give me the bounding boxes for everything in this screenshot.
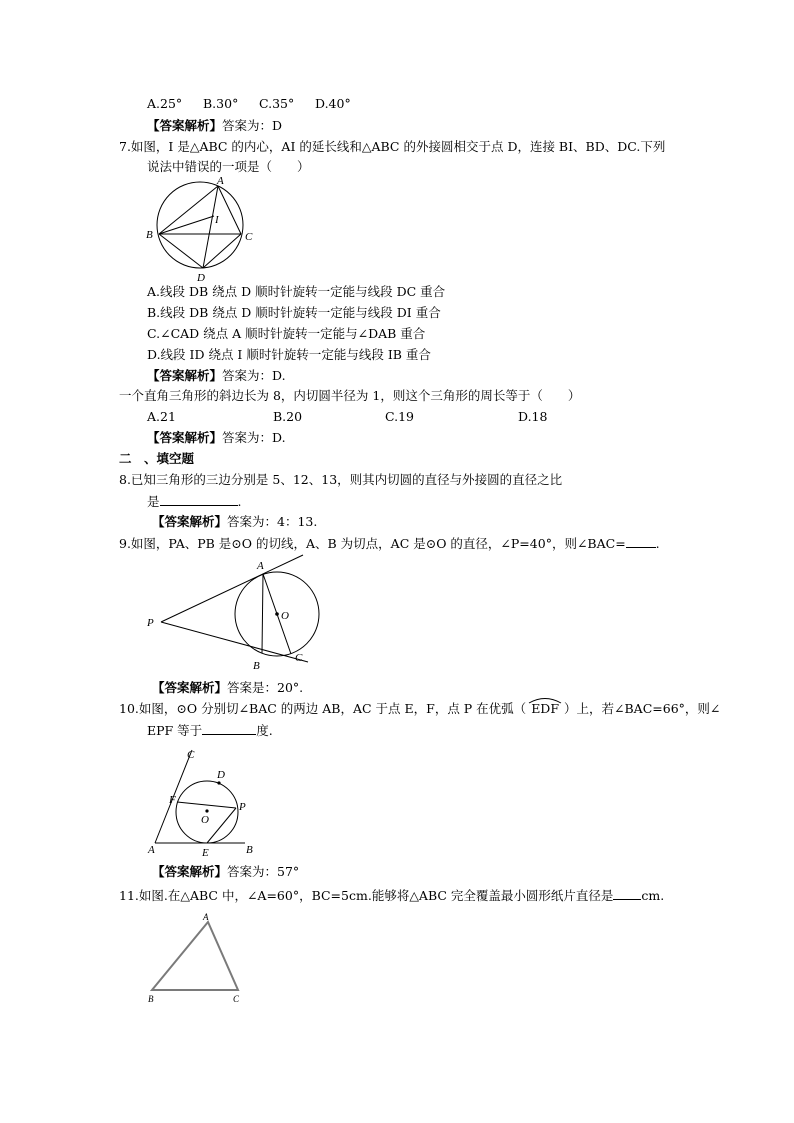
arc-mark-icon xyxy=(528,696,562,704)
q8-stem-line2 xyxy=(147,495,242,509)
q8-answer-blank[interactable] xyxy=(160,495,238,506)
q9-answer xyxy=(152,682,303,695)
q-right-stem: 一个直角三角形的斜边长为 8，内切圆半径为 1，则这个三角形的周长等于（ ） xyxy=(119,388,581,403)
q9-stem-text: 9.如图，PA、PB 是⊙O 的切线，A、B 为切点，AC 是⊙O 的直径，∠P=40°，则∠BAC= xyxy=(119,536,626,551)
q7-option-b: B.线段 DB 绕点 D 顺时针旋转一定能与线段 DI 重合 xyxy=(147,305,441,320)
answer-text: 答案为：D xyxy=(222,118,283,133)
center-o xyxy=(275,612,279,616)
q11-stem-text: 11.如图.在△ABC 中，∠A=60°，BC=5cm.能够将△ABC 完全覆盖最小圆形纸片直径是 xyxy=(119,888,614,903)
q7-option-a: A.线段 DB 绕点 D 顺时针旋转一定能与线段 DC 重合 xyxy=(147,284,446,299)
segment-fp xyxy=(177,802,236,808)
label-i: I xyxy=(215,214,219,226)
q11-figure xyxy=(143,910,253,1005)
q8-stem-line1: 8.已知三角形的三边分别是 5、12、13，则其内切圆的直径与外接圆的直径之比 xyxy=(119,472,563,487)
q6-option-a: A.25° xyxy=(147,96,183,111)
answer-tag: 【答案解析】 xyxy=(152,680,228,695)
q6-options xyxy=(147,98,351,111)
segment-ab xyxy=(159,186,218,234)
q8-suffix: . xyxy=(237,494,242,509)
answer-text: 答案为：57° xyxy=(227,864,300,879)
q7-stem-line2: 说法中错误的一项是（ ） xyxy=(147,159,310,174)
segment-ad xyxy=(203,186,218,268)
label-c: C xyxy=(233,994,240,1004)
arc-label: EDF xyxy=(531,701,560,716)
q10-stem-suffix: ）上，若∠BAC=66°，则∠ xyxy=(564,701,721,716)
label-b: B xyxy=(148,994,154,1004)
q-right-option-c: C.19 xyxy=(385,409,414,424)
label-b: B xyxy=(253,660,260,672)
segment-bi xyxy=(159,216,214,234)
label-f: F xyxy=(169,794,176,806)
q-right-options xyxy=(147,411,547,424)
answer-text: 答案是：20°. xyxy=(227,680,304,695)
q6-answer xyxy=(147,120,282,133)
q8-answer xyxy=(152,516,317,529)
q7-answer xyxy=(147,370,286,383)
q-right-option-a: A.21 xyxy=(147,409,176,424)
label-d: D xyxy=(197,272,205,284)
label-d: D xyxy=(217,769,225,781)
label-a: A xyxy=(148,844,155,856)
q10-stem-line2 xyxy=(147,724,273,738)
segment-ep xyxy=(207,808,236,843)
q10-stem-prefix: 10.如图，⊙O 分别切∠BAC 的两边 AB，AC 于点 E，F，点 P 在优弧（ xyxy=(119,701,527,716)
label-o: O xyxy=(281,610,289,622)
answer-text: 答案为：D. xyxy=(222,368,286,383)
center-o xyxy=(205,809,208,812)
q9-suffix: . xyxy=(655,536,660,551)
q7-option-d: D.线段 ID 绕点 I 顺时针旋转一定能与线段 IB 重合 xyxy=(147,347,431,362)
answer-tag: 【答案解析】 xyxy=(147,430,223,445)
q10-figure xyxy=(145,745,265,860)
q10-line2-prefix: EPF 等于 xyxy=(147,723,203,738)
q9-stem xyxy=(119,537,660,551)
q-right-answer xyxy=(147,432,286,445)
chord-ab xyxy=(262,574,263,653)
answer-text: 答案为：4：13. xyxy=(227,514,318,529)
q11-answer-blank[interactable] xyxy=(613,889,641,900)
label-a: A xyxy=(257,560,264,572)
q7-figure xyxy=(145,175,265,287)
q11-stem xyxy=(119,889,664,903)
tangent-pb xyxy=(161,622,308,662)
q6-option-c: C.35° xyxy=(259,96,295,111)
q9-answer-blank[interactable] xyxy=(626,537,656,548)
label-a: A xyxy=(217,175,224,187)
label-p: P xyxy=(147,617,154,629)
q8-prefix: 是 xyxy=(147,494,160,509)
label-b: B xyxy=(246,844,253,856)
q10-stem-line1 xyxy=(119,703,720,716)
answer-tag: 【答案解析】 xyxy=(152,864,228,879)
label-c: C xyxy=(245,231,253,243)
answer-text: 答案为：D. xyxy=(222,430,286,445)
answer-tag: 【答案解析】 xyxy=(147,368,223,383)
point-d xyxy=(217,781,220,784)
q-right-option-b: B.20 xyxy=(273,409,303,424)
answer-tag: 【答案解析】 xyxy=(152,514,228,529)
label-c: C xyxy=(295,652,303,664)
q9-figure xyxy=(143,555,318,675)
q10-line2-suffix: 度. xyxy=(256,723,273,738)
label-e: E xyxy=(202,847,209,859)
q7-stem-line1: 7.如图，I 是△ABC 的内心，AI 的延长线和△ABC 的外接圆相交于点 D，连接 BI、BD、DC.下列 xyxy=(119,139,666,154)
q6-option-b: B.30° xyxy=(203,96,239,111)
label-o: O xyxy=(201,814,209,826)
label-p: P xyxy=(239,801,246,813)
q11-suffix: cm. xyxy=(641,888,665,903)
answer-tag: 【答案解析】 xyxy=(147,118,223,133)
q10-answer-blank[interactable] xyxy=(202,724,256,735)
q6-option-d: D.40° xyxy=(315,96,351,111)
q10-answer xyxy=(152,866,299,879)
triangle-abc xyxy=(152,922,238,990)
label-a: A xyxy=(203,912,209,922)
label-c: C xyxy=(187,749,195,761)
label-b: B xyxy=(146,229,153,241)
q7-option-c: C.∠CAD 绕点 A 顺时针旋转一定能与∠DAB 重合 xyxy=(147,326,426,341)
q-right-option-d: D.18 xyxy=(518,409,548,424)
section-title-fill-in: 二 、填空题 xyxy=(119,451,195,466)
arc-edf xyxy=(528,703,562,716)
